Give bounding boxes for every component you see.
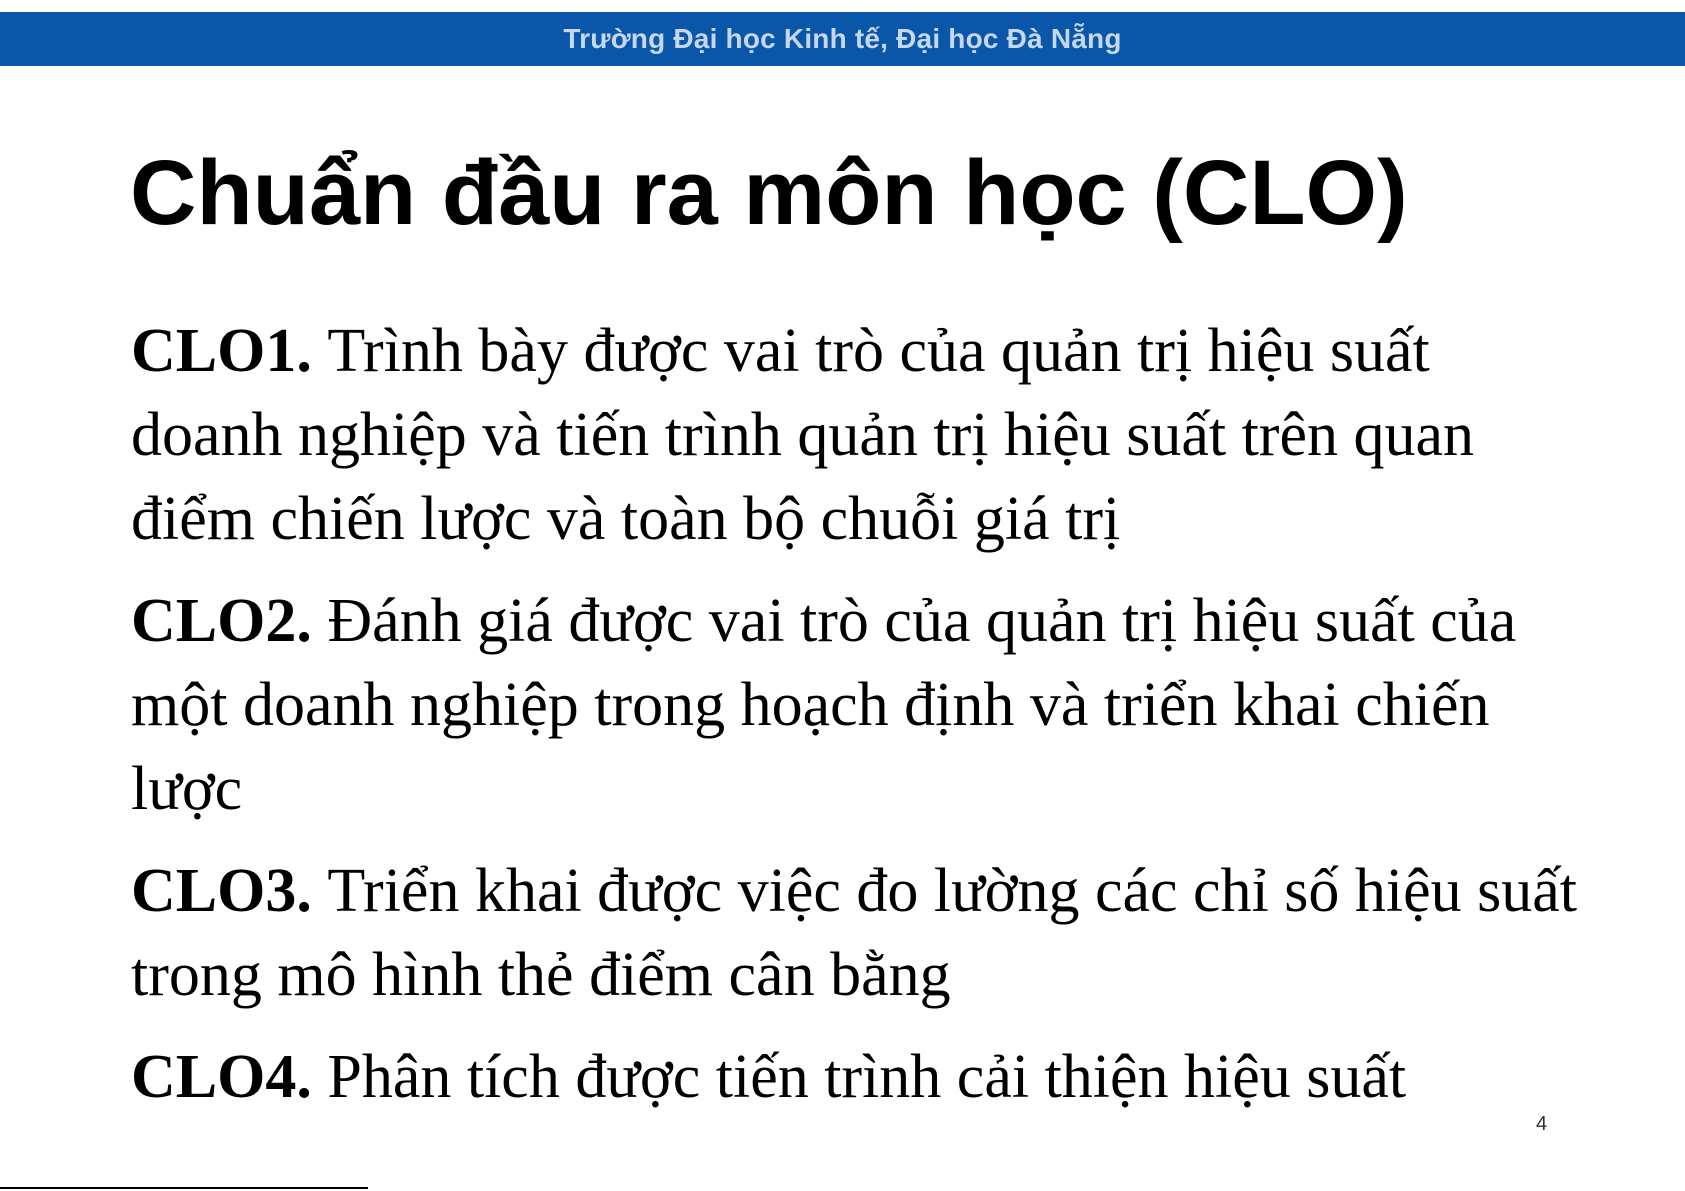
header-university-name: Trường Đại học Kinh tế, Đại học Đà Nẵng [563, 23, 1122, 54]
clo-text: Đánh giá được vai trò của quản trị hiệu suất của một doanh nghiệp trong hoạch định và triển khai chiến lược [131, 587, 1517, 823]
clo-item-1 [131, 309, 1591, 561]
header-bar [0, 12, 1685, 66]
footnote-divider [0, 1187, 368, 1189]
clo-code: CLO1. [131, 317, 328, 385]
clo-code: CLO4. [131, 1043, 328, 1111]
clo-text: Triển khai được việc đo lường các chỉ số hiệu suất trong mô hình thẻ điểm cân bằng [131, 857, 1578, 1009]
clo-text: Phân tích được tiến trình cải thiện hiệu suất [327, 1043, 1407, 1111]
clo-item-3 [131, 849, 1591, 1017]
clo-code: CLO3. [131, 857, 328, 925]
clo-item-2 [131, 579, 1591, 831]
clo-code: CLO2. [131, 587, 328, 655]
slide-title: Chuẩn đầu ra môn học (CLO) [130, 142, 1408, 244]
clo-item-4 [131, 1035, 1591, 1119]
clo-list [131, 309, 1591, 1137]
page-number: 4 [1536, 1113, 1548, 1135]
clo-text: Trình bày được vai trò của quản trị hiệu suất doanh nghiệp và tiến trình quản trị hiệu suất trên quan điểm chiến lược và toàn bộ chuỗi giá trị [131, 317, 1474, 553]
